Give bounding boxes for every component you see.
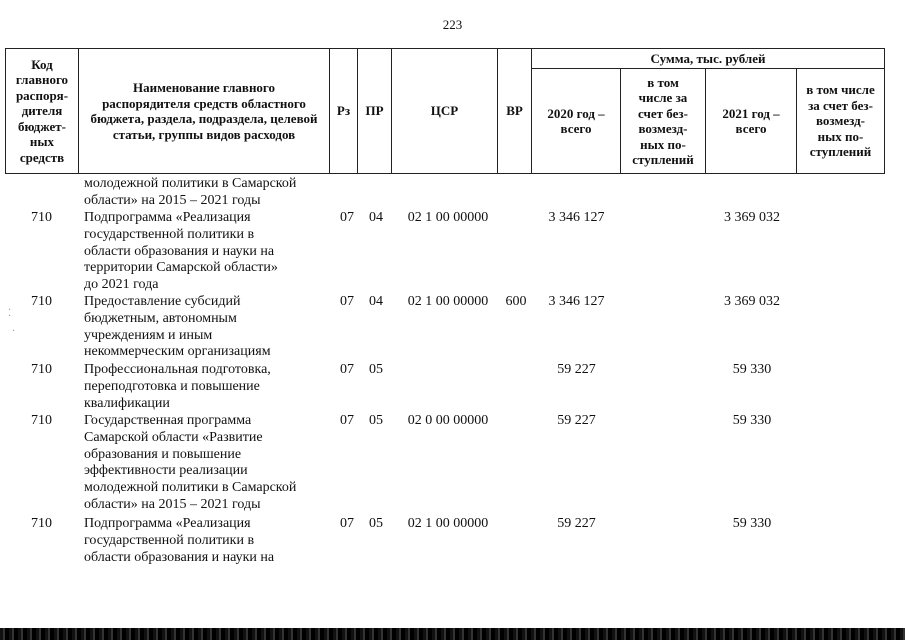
scan-bottom-edge — [0, 628, 905, 640]
cell-csr: 02 1 00 00000 — [407, 210, 489, 225]
cell-name-line: Самарской области «Развитие — [84, 429, 263, 445]
cell-code: 710 — [31, 362, 52, 377]
cell-name-line: Государственная программа — [84, 413, 252, 428]
cell-sum-2020: 59 227 — [557, 362, 596, 377]
cell-code: 710 — [31, 294, 52, 309]
cell-rz: 07 — [340, 210, 354, 225]
cell-name-line: квалификации — [84, 395, 170, 411]
cell-sum-2021: 3 369 032 — [724, 294, 780, 309]
cell-sum-2020: 59 227 — [557, 516, 596, 531]
table-row — [5, 294, 885, 361]
header-vr: ВР — [497, 48, 532, 174]
header-rz: Рз — [329, 48, 358, 174]
cell-name-line: молодежной политики в Самарской — [84, 480, 297, 496]
cell-name-line: области» на 2015 – 2021 годы — [84, 496, 261, 512]
cell-name — [84, 516, 330, 566]
cell-name — [84, 210, 330, 294]
cell-name — [84, 413, 330, 514]
cell-code: 710 — [31, 516, 52, 531]
cell-csr: 02 1 00 00000 — [407, 516, 489, 531]
cell-rz: 07 — [340, 516, 354, 531]
cell-name-line: Подпрограмма «Реализация — [84, 516, 251, 531]
cell-sum-2020: 59 227 — [557, 413, 596, 428]
cell-vr: 600 — [505, 294, 527, 309]
cell-code: 710 — [31, 413, 52, 428]
header-pr: ПР — [357, 48, 392, 174]
cell-sum-2021: 59 330 — [732, 516, 772, 531]
cell-name-line: эффективности реализации — [84, 463, 248, 479]
cell-name-line: образования и повышение — [84, 446, 242, 462]
cell-rz: 07 — [340, 413, 354, 428]
cell-sum-2021: 3 369 032 — [724, 210, 780, 225]
header-2021-grants: в том числе за счет без-возмезд-ных по-ступлений — [796, 68, 885, 174]
cell-rz: 07 — [340, 294, 354, 309]
header-2020-grants: в том числе за счет без-возмезд-ных по-ступлений — [620, 68, 706, 174]
cell-sum-2020: 3 346 127 — [548, 210, 605, 225]
cell-csr: 02 0 00 00000 — [407, 413, 489, 428]
cell-name-line: области» на 2015 – 2021 годы — [84, 192, 261, 208]
cell-sum-2021: 59 330 — [732, 413, 772, 428]
cell-rz: 07 — [340, 362, 354, 377]
cell-code: 710 — [31, 210, 52, 225]
cell-pr: 05 — [369, 516, 383, 531]
table-row — [5, 362, 885, 412]
cell-name — [84, 176, 330, 210]
cell-name-line: области образования и науки на — [84, 243, 275, 259]
scan-mark: ⁚ — [8, 308, 12, 319]
cell-name-line: области образования и науки на — [84, 549, 275, 565]
cell-name-line: Профессиональная подготовка, — [84, 362, 271, 377]
cell-pr: 04 — [369, 294, 383, 309]
cell-sum-2021: 59 330 — [732, 362, 772, 377]
cell-name-line: территории Самарской области» — [84, 260, 278, 276]
cell-name — [84, 362, 330, 412]
cell-name-line: некоммерческим организациям — [84, 344, 271, 360]
header-2020-total: 2020 год – всего — [531, 68, 621, 174]
table-row — [5, 176, 885, 210]
cell-name-line: до 2021 года — [84, 277, 159, 293]
header-2021-total: 2021 год – всего — [705, 68, 797, 174]
cell-name-line: бюджетным, автономным — [84, 310, 237, 326]
cell-sum-2020: 3 346 127 — [548, 294, 605, 309]
cell-pr: 05 — [369, 362, 383, 377]
page-number: 223 — [442, 17, 463, 32]
cell-name — [84, 294, 330, 361]
table-row — [5, 413, 885, 514]
cell-csr: 02 1 00 00000 — [407, 294, 489, 309]
table-row — [5, 210, 885, 294]
cell-name-line: Предоставление субсидий — [84, 294, 241, 309]
cell-name-line: молодежной политики в Самарской — [84, 176, 297, 191]
cell-name-line: Подпрограмма «Реализация — [84, 210, 251, 225]
header-name: Наименование главного распорядителя средств областного бюджета, раздела, подраздела, целевой статьи, группы видов расходов — [78, 48, 330, 174]
cell-name-line: учреждениям и иным — [84, 327, 213, 343]
header-code: Код главного распоря-дителя бюджет-ных средств — [5, 48, 79, 174]
table-row — [5, 516, 885, 566]
scan-mark: · — [12, 326, 16, 337]
cell-name-line: государственной политики в — [84, 532, 255, 548]
cell-name-line: переподготовка и повышение — [84, 378, 260, 394]
header-sum-group: Сумма, тыс. рублей — [531, 48, 885, 69]
header-csr: ЦСР — [391, 48, 498, 174]
cell-pr: 05 — [369, 413, 383, 428]
cell-name-line: государственной политики в — [84, 226, 255, 242]
cell-pr: 04 — [369, 210, 383, 225]
